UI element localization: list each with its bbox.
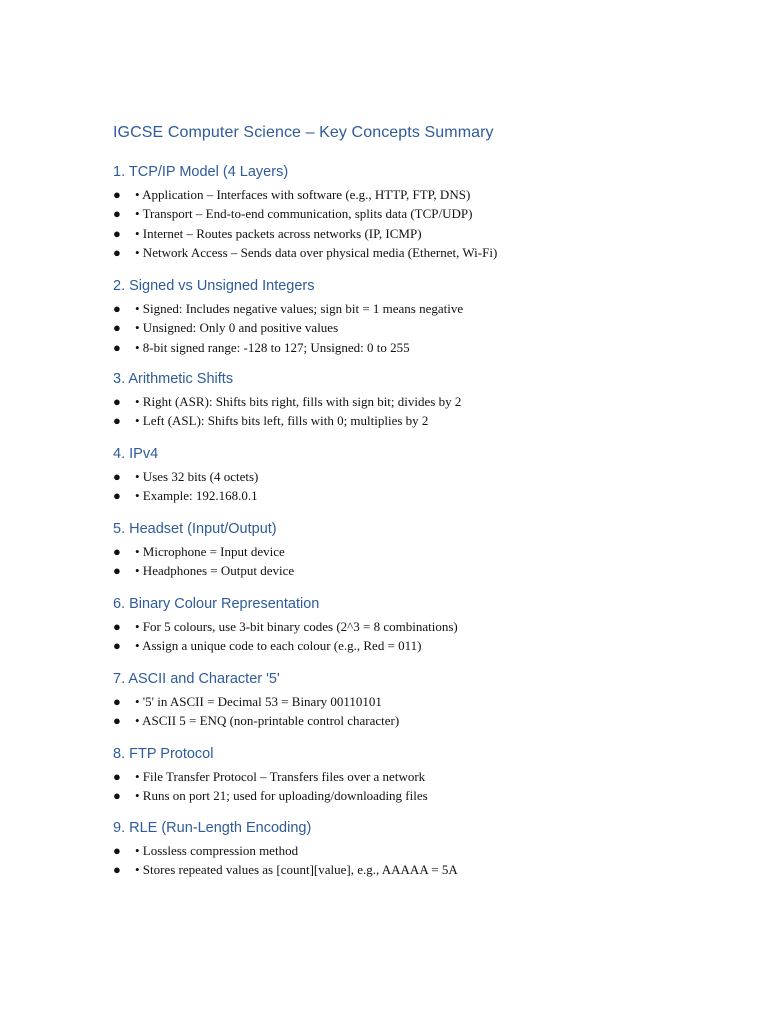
bullet-icon: ● bbox=[113, 619, 121, 634]
list-item-text: • Unsigned: Only 0 and positive values bbox=[135, 320, 339, 336]
list-item bbox=[113, 185, 733, 204]
bullet-list bbox=[113, 767, 733, 806]
section-heading: 2. Signed vs Unsigned Integers bbox=[113, 278, 315, 294]
bullet-icon: ● bbox=[113, 206, 121, 222]
list-item-text: • Signed: Includes negative values; sign bit = 1 means negative bbox=[135, 301, 464, 316]
section-heading: 3. Arithmetic Shifts bbox=[113, 371, 234, 387]
bullet-list bbox=[113, 299, 733, 357]
list-item-text: • Application – Interfaces with software (e.g., HTTP, FTP, DNS) bbox=[135, 187, 471, 202]
list-item bbox=[113, 224, 733, 243]
list-item bbox=[113, 711, 733, 730]
list-item-text: • Microphone = Input device bbox=[135, 544, 285, 559]
list-item bbox=[113, 392, 733, 411]
bullet-list bbox=[113, 542, 733, 581]
list-item-text: • Left (ASL): Shifts bits left, fills with 0; multiplies by 2 bbox=[135, 413, 429, 429]
list-item bbox=[113, 204, 733, 223]
list-item bbox=[113, 692, 733, 711]
list-item-text: • For 5 colours, use 3-bit binary codes (2^3 = 8 combinations) bbox=[135, 619, 458, 634]
section-heading: 5. Headset (Input/Output) bbox=[113, 521, 277, 537]
list-item bbox=[113, 841, 733, 860]
list-item bbox=[113, 299, 733, 318]
list-item-text: • Transport – End-to-end communication, splits data (TCP/UDP) bbox=[135, 206, 473, 222]
section-heading: 6. Binary Colour Representation bbox=[113, 596, 320, 612]
bullet-icon: ● bbox=[113, 301, 121, 316]
bullet-list bbox=[113, 841, 733, 880]
bullet-icon: ● bbox=[113, 694, 121, 709]
bullet-list bbox=[113, 692, 733, 731]
section-signed-unsigned bbox=[113, 273, 733, 357]
list-item bbox=[113, 318, 733, 337]
list-item-text: • Example: 192.168.0.1 bbox=[135, 488, 258, 504]
bullet-icon: ● bbox=[113, 769, 121, 784]
section-tcp-ip bbox=[113, 159, 733, 262]
list-item-text: • Network Access – Sends data over physical media (Ethernet, Wi-Fi) bbox=[135, 244, 498, 260]
list-item bbox=[113, 561, 733, 580]
list-item bbox=[113, 467, 733, 486]
list-item bbox=[113, 617, 733, 636]
section-ascii bbox=[113, 666, 733, 731]
section-ipv4 bbox=[113, 441, 733, 506]
list-item bbox=[113, 411, 733, 430]
list-item-text: • 8-bit signed range: -128 to 127; Unsigned: 0 to 255 bbox=[135, 339, 410, 355]
section-ftp bbox=[113, 741, 733, 806]
bullet-icon: ● bbox=[113, 244, 121, 260]
bullet-icon: ● bbox=[113, 843, 121, 858]
list-item-text: • Runs on port 21; used for uploading/downloading files bbox=[135, 788, 428, 804]
bullet-icon: ● bbox=[113, 394, 121, 409]
list-item-text: • File Transfer Protocol – Transfers files over a network bbox=[135, 769, 426, 784]
list-item bbox=[113, 636, 733, 655]
bullet-list bbox=[113, 467, 733, 506]
section-heading: 9. RLE (Run-Length Encoding) bbox=[113, 820, 312, 836]
bullet-icon: ● bbox=[113, 563, 121, 579]
list-item-text: • Right (ASR): Shifts bits right, fills with sign bit; divides by 2 bbox=[135, 394, 462, 409]
list-item bbox=[113, 786, 733, 805]
list-item-text: • Stores repeated values as [count][value], e.g., AAAAA = 5A bbox=[135, 862, 458, 878]
section-binary-colour bbox=[113, 591, 733, 656]
list-item-text: • Uses 32 bits (4 octets) bbox=[135, 469, 259, 484]
bullet-icon: ● bbox=[113, 413, 121, 429]
bullet-icon: ● bbox=[113, 713, 121, 729]
bullet-icon: ● bbox=[113, 469, 121, 484]
bullet-icon: ● bbox=[113, 788, 121, 804]
list-item-text: • '5' in ASCII = Decimal 53 = Binary 00110101 bbox=[135, 694, 382, 709]
section-heading: 7. ASCII and Character '5' bbox=[113, 671, 280, 687]
bullet-icon: ● bbox=[113, 638, 121, 654]
bullet-list bbox=[113, 392, 733, 431]
bullet-icon: ● bbox=[113, 862, 121, 878]
bullet-icon: ● bbox=[113, 225, 121, 241]
list-item bbox=[113, 486, 733, 505]
list-item bbox=[113, 542, 733, 561]
list-item-text: • Internet – Routes packets across networks (IP, ICMP) bbox=[135, 225, 422, 241]
bullet-list bbox=[113, 617, 733, 656]
section-headset bbox=[113, 516, 733, 581]
section-heading: 4. IPv4 bbox=[113, 446, 159, 462]
list-item-text: • ASCII 5 = ENQ (non-printable control character) bbox=[135, 713, 400, 729]
list-item-text: • Lossless compression method bbox=[135, 843, 299, 858]
section-heading: 8. FTP Protocol bbox=[113, 746, 214, 762]
section-arithmetic-shifts bbox=[113, 366, 733, 431]
bullet-list bbox=[113, 185, 733, 262]
bullet-icon: ● bbox=[113, 320, 121, 336]
list-item bbox=[113, 860, 733, 879]
section-rle bbox=[113, 815, 733, 880]
bullet-icon: ● bbox=[113, 488, 121, 504]
bullet-icon: ● bbox=[113, 187, 121, 202]
list-item bbox=[113, 243, 733, 262]
bullet-icon: ● bbox=[113, 339, 121, 355]
document-title: IGCSE Computer Science – Key Concepts Summary bbox=[113, 124, 494, 141]
list-item-text: • Headphones = Output device bbox=[135, 563, 295, 579]
list-item bbox=[113, 767, 733, 786]
section-heading: 1. TCP/IP Model (4 Layers) bbox=[113, 164, 289, 180]
list-item-text: • Assign a unique code to each colour (e.g., Red = 011) bbox=[135, 638, 422, 654]
list-item bbox=[113, 338, 733, 357]
bullet-icon: ● bbox=[113, 544, 121, 559]
